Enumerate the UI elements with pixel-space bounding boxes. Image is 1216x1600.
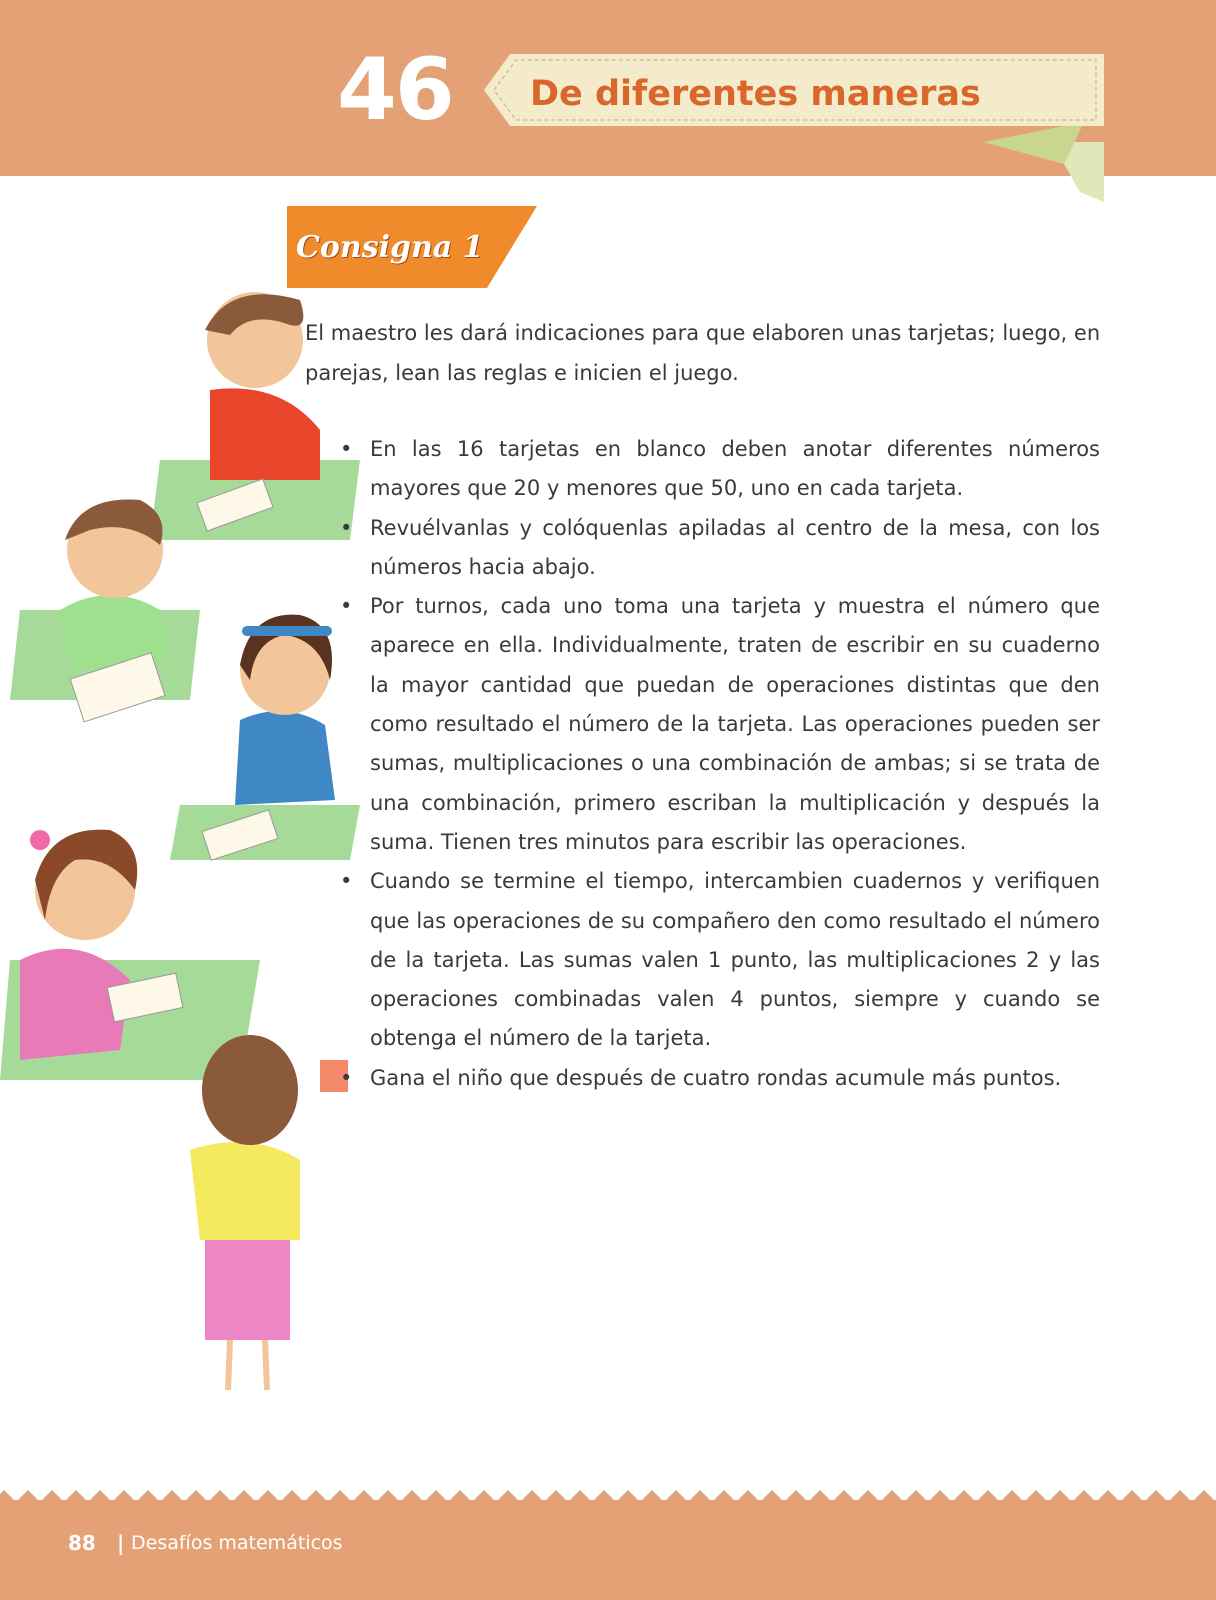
rule-item — [340, 1059, 1100, 1098]
book-title: Desafíos matemáticos — [131, 1532, 343, 1554]
rule-text: En las 16 tarjetas en blanco deben anotar diferentes números mayores que 20 y menores que 50, uno en cada tarjeta. — [370, 437, 1100, 501]
bullet-glyph: • — [340, 869, 353, 894]
rule-text: Por turnos, cada uno toma una tarjeta y muestra el número que aparece en ella. Individualmente, traten de escribir en su cuaderno la mayor cantidad que puedan de operaciones distintas que den como resultado el número de la tarjeta. Las operaciones pueden ser sumas, multiplicaciones o una combinación de ambas; si se trata de una combinación, primero escriban la multiplicación y después la suma. Tienen tres minutos para escribir las operaciones. — [370, 594, 1100, 854]
lesson-number: 46 — [337, 40, 453, 140]
lesson-title: De diferentes maneras — [530, 74, 981, 114]
rule-text: Cuando se termine el tiempo, intercambien cuadernos y verifiquen que las operaciones de su compañero den como resultado el número de la tarjeta. Las sumas valen 1 punto, las multiplicaciones 2 y las operaciones combinadas valen 4 puntos, siempre y cuando se obtenga el número de la tarjeta. — [370, 869, 1100, 1051]
rule-item — [340, 509, 1100, 588]
intro-paragraph: El maestro les dará indicaciones para que elaboren unas tarjetas; luego, en parejas, lean las reglas e inicien el juego. — [305, 321, 1101, 385]
page-number: 88 — [68, 1531, 96, 1555]
rule-item — [340, 587, 1100, 862]
rule-item — [340, 862, 1100, 1058]
rule-text: Revuélvanlas y colóquenlas apiladas al centro de la mesa, con los números hacia abajo. — [370, 515, 1100, 579]
children-illustration — [0, 280, 360, 1410]
rule-text: Gana el niño que después de cuatro rondas acumule más puntos. — [370, 1065, 1062, 1090]
bullet-glyph: • — [340, 1065, 353, 1090]
rules-list — [340, 430, 1100, 1098]
footer-separator: | — [117, 1531, 125, 1555]
consigna-label: Consigna 1 — [296, 230, 484, 265]
bullet-glyph: • — [340, 437, 353, 461]
standing-girl-figure — [190, 1035, 348, 1390]
bow-girl-figure — [0, 830, 260, 1080]
headband-girl-figure — [170, 615, 360, 860]
bullet-glyph: • — [340, 515, 353, 540]
bullet-glyph: • — [340, 594, 353, 619]
rule-item — [340, 430, 1100, 509]
